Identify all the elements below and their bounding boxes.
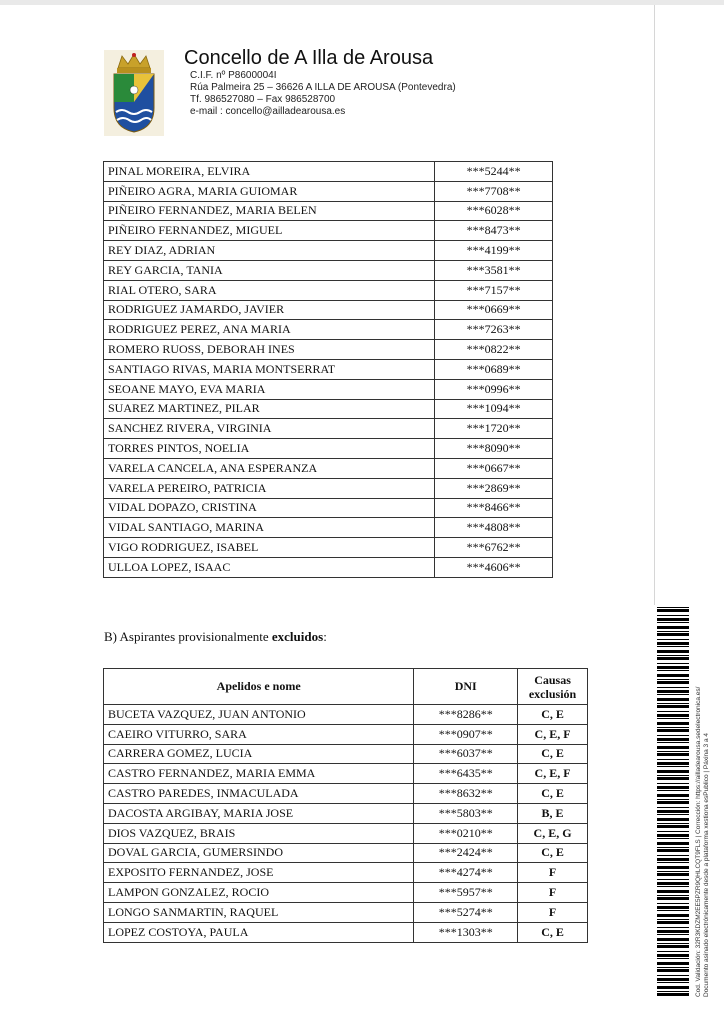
applicant-dni: ***8286** [414, 705, 518, 725]
exclusion-causes: C, E, F [518, 764, 588, 784]
applicant-dni: ***8466** [435, 498, 553, 518]
applicant-dni: ***0689** [435, 359, 553, 379]
table-row [104, 458, 553, 478]
table-row [104, 260, 553, 280]
table-row [104, 201, 553, 221]
applicant-name: LOPEZ COSTOYA, PAULA [104, 922, 414, 942]
applicant-name: LONGO SANMARTIN, RAQUEL [104, 902, 414, 922]
table-row [104, 705, 588, 725]
applicant-dni: ***0669** [435, 300, 553, 320]
exclusion-causes: C, E [518, 843, 588, 863]
table-row [104, 863, 588, 883]
applicant-dni: ***5244** [435, 162, 553, 182]
validation-line-2: Documento asinado electrónicamente desde a plataforma xestiona esPublico | Páxina 3 a 4 [703, 732, 710, 997]
applicant-name: ROMERO RUOSS, DEBORAH INES [104, 340, 435, 360]
applicant-name: DIOS VAZQUEZ, BRAIS [104, 823, 414, 843]
table-row [104, 823, 588, 843]
exclusion-causes: C, E [518, 922, 588, 942]
applicant-name: ULLOA LOPEZ, ISAAC [104, 557, 435, 577]
letterhead [184, 46, 456, 118]
applicant-dni: ***7708** [435, 181, 553, 201]
cif-line: C.I.F. nº P8600004I [190, 70, 277, 81]
applicant-dni: ***3581** [435, 260, 553, 280]
applicant-dni: ***8473** [435, 221, 553, 241]
applicant-dni: ***1303** [414, 922, 518, 942]
applicant-dni: ***6037** [414, 744, 518, 764]
applicant-name: SANTIAGO RIVAS, MARIA MONTSERRAT [104, 359, 435, 379]
table-row [104, 803, 588, 823]
applicant-name: PIÑEIRO AGRA, MARIA GUIOMAR [104, 181, 435, 201]
table-row [104, 280, 553, 300]
applicant-name: SANCHEZ RIVERA, VIRGINIA [104, 419, 435, 439]
table-header-row [104, 669, 588, 705]
coat-of-arms-icon [104, 50, 164, 136]
table-row [104, 902, 588, 922]
applicant-name: VIDAL SANTIAGO, MARINA [104, 518, 435, 538]
applicant-dni: ***4199** [435, 241, 553, 261]
exclusion-causes: C, E, F [518, 724, 588, 744]
table-row [104, 419, 553, 439]
applicant-name: RIAL OTERO, SARA [104, 280, 435, 300]
applicant-dni: ***4274** [414, 863, 518, 883]
applicant-name: DOVAL GARCIA, GUMERSINDO [104, 843, 414, 863]
applicant-dni: ***0907** [414, 724, 518, 744]
applicant-name: CASTRO FERNANDEZ, MARIA EMMA [104, 764, 414, 784]
applicant-name: VIDAL DOPAZO, CRISTINA [104, 498, 435, 518]
header-causes-line2: exclusión [528, 686, 577, 701]
applicant-dni: ***4808** [435, 518, 553, 538]
excluded-section-label [104, 629, 327, 645]
applicant-name: DACOSTA ARGIBAY, MARIA JOSE [104, 803, 414, 823]
table-row [104, 241, 553, 261]
applicant-name: EXPOSITO FERNANDEZ, JOSE [104, 863, 414, 883]
exclusion-causes: F [518, 883, 588, 903]
applicant-dni: ***1094** [435, 399, 553, 419]
table-row [104, 359, 553, 379]
header-name: Apelidos e nome [104, 669, 414, 705]
applicant-name: SUAREZ MARTINEZ, PILAR [104, 399, 435, 419]
table-row [104, 162, 553, 182]
table-row [104, 784, 588, 804]
table-row [104, 340, 553, 360]
email-line: e-mail : concello@ailladearousa.es [190, 106, 346, 117]
applicant-name: SEOANE MAYO, EVA MARIA [104, 379, 435, 399]
applicant-name: PINAL MOREIRA, ELVIRA [104, 162, 435, 182]
applicant-dni: ***2424** [414, 843, 518, 863]
applicant-name: VIGO RODRIGUEZ, ISABEL [104, 538, 435, 558]
applicant-name: VARELA PEREIRO, PATRICIA [104, 478, 435, 498]
applicant-name: REY GARCIA, TANIA [104, 260, 435, 280]
top-bar [0, 0, 724, 5]
applicant-name: CASTRO PAREDES, INMACULADA [104, 784, 414, 804]
municipality-title: Concello de A Illa de Arousa [184, 47, 434, 69]
label-prefix: B) Aspirantes provisionalmente [104, 629, 272, 644]
address-line: Rúa Palmeira 25 – 36626 A ILLA DE AROUSA (Pontevedra) [190, 82, 456, 93]
applicant-dni: ***6435** [414, 764, 518, 784]
applicant-dni: ***5274** [414, 902, 518, 922]
excluded-table [103, 668, 588, 943]
applicant-name: LAMPON GONZALEZ, ROCIO [104, 883, 414, 903]
table-row [104, 744, 588, 764]
applicant-name: CAEIRO VITURRO, SARA [104, 724, 414, 744]
phone-line: Tf. 986527080 – Fax 986528700 [190, 94, 336, 105]
applicant-name: PIÑEIRO FERNANDEZ, MARIA BELEN [104, 201, 435, 221]
applicant-dni: ***1720** [435, 419, 553, 439]
table-row [104, 883, 588, 903]
applicant-dni: ***7157** [435, 280, 553, 300]
validation-line-1: Cod. Validación: 32R3KDZM2EE5PZR9QHLCQT9FLS | Corrección: https://ailladearousa.sedelectronica.es/ [695, 686, 702, 997]
validation-text [695, 597, 711, 997]
admitted-table [103, 161, 553, 578]
applicant-dni: ***6762** [435, 538, 553, 558]
applicant-dni: ***2869** [435, 478, 553, 498]
applicant-dni: ***0996** [435, 379, 553, 399]
table-row [104, 843, 588, 863]
table-row [104, 221, 553, 241]
exclusion-causes: F [518, 902, 588, 922]
exclusion-causes: C, E [518, 705, 588, 725]
exclusion-causes: C, E [518, 744, 588, 764]
applicant-name: VARELA CANCELA, ANA ESPERANZA [104, 458, 435, 478]
header-causes-line1: Causas [534, 672, 571, 687]
table-row [104, 518, 553, 538]
table-row [104, 538, 553, 558]
applicant-dni: ***6028** [435, 201, 553, 221]
applicant-dni: ***0210** [414, 823, 518, 843]
header-causes [518, 669, 588, 705]
table-row [104, 379, 553, 399]
table-row [104, 557, 553, 577]
exclusion-causes: F [518, 863, 588, 883]
applicant-dni: ***8090** [435, 439, 553, 459]
table-row [104, 478, 553, 498]
applicant-dni: ***0667** [435, 458, 553, 478]
applicant-dni: ***7263** [435, 320, 553, 340]
applicant-dni: ***8632** [414, 784, 518, 804]
exclusion-causes: C, E [518, 784, 588, 804]
label-suffix: : [323, 629, 327, 644]
exclusion-causes: B, E [518, 803, 588, 823]
exclusion-causes: C, E, G [518, 823, 588, 843]
page-edge [654, 5, 724, 605]
applicant-dni: ***5803** [414, 803, 518, 823]
applicant-dni: ***0822** [435, 340, 553, 360]
table-row [104, 764, 588, 784]
applicant-dni: ***4606** [435, 557, 553, 577]
applicant-name: RODRIGUEZ PEREZ, ANA MARIA [104, 320, 435, 340]
table-row [104, 439, 553, 459]
applicant-name: PIÑEIRO FERNANDEZ, MIGUEL [104, 221, 435, 241]
applicant-name: REY DIAZ, ADRIAN [104, 241, 435, 261]
applicant-name: CARRERA GOMEZ, LUCIA [104, 744, 414, 764]
applicant-name: RODRIGUEZ JAMARDO, JAVIER [104, 300, 435, 320]
table-row [104, 399, 553, 419]
applicant-name: TORRES PINTOS, NOELIA [104, 439, 435, 459]
table-row [104, 498, 553, 518]
table-row [104, 922, 588, 942]
table-row [104, 724, 588, 744]
table-row [104, 320, 553, 340]
table-row [104, 300, 553, 320]
header-dni: DNI [414, 669, 518, 705]
table-row [104, 181, 553, 201]
applicant-dni: ***5957** [414, 883, 518, 903]
barcode-icon [657, 607, 689, 997]
label-bold: excluidos [271, 629, 324, 644]
applicant-name: BUCETA VAZQUEZ, JUAN ANTONIO [104, 705, 414, 725]
